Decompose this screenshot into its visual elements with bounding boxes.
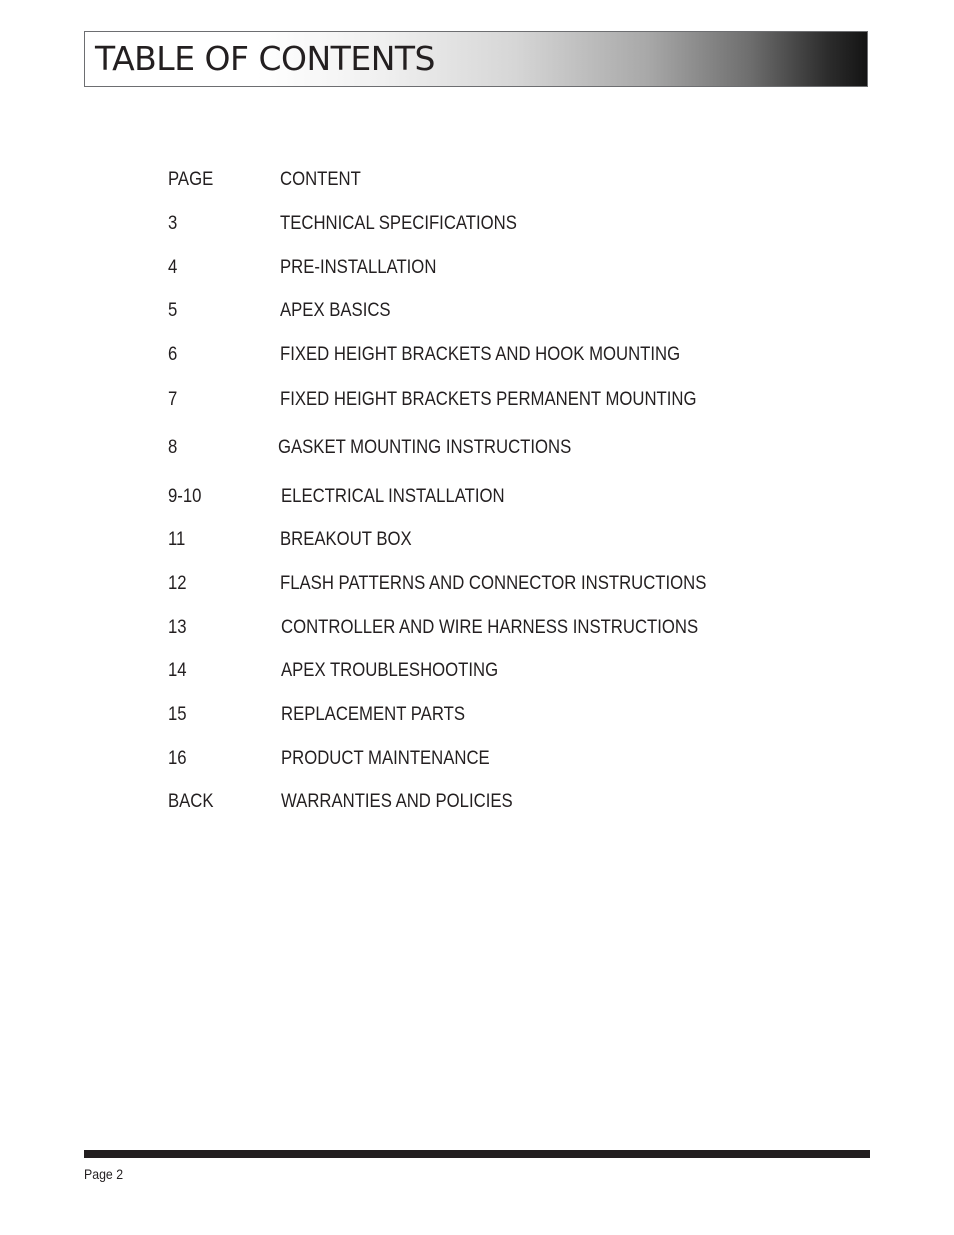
toc-entry	[0, 528, 954, 552]
toc-entry-title: FIXED HEIGHT BRACKETS PERMANENT MOUNTING	[280, 389, 697, 410]
toc-entry	[0, 388, 954, 412]
toc-entry-title: APEX TROUBLESHOOTING	[281, 660, 499, 681]
toc-entry	[0, 299, 954, 323]
toc-entry-page: 11	[168, 529, 186, 550]
toc-entry	[0, 747, 954, 771]
toc-entry-title: FIXED HEIGHT BRACKETS AND HOOK MOUNTING	[280, 344, 681, 365]
toc-entry	[0, 572, 954, 596]
toc-entry-title: CONTROLLER AND WIRE HARNESS INSTRUCTIONS	[281, 617, 699, 638]
toc-column-content: CONTENT	[280, 169, 361, 190]
toc-entry-title: WARRANTIES AND POLICIES	[281, 791, 513, 812]
toc-entry-page: 5	[168, 300, 178, 321]
page-title: TABLE OF CONTENTS	[95, 39, 435, 78]
toc-entry-title: APEX BASICS	[280, 300, 391, 321]
toc-entry-title: REPLACEMENT PARTS	[281, 704, 465, 725]
toc-entry-page: 7	[168, 389, 178, 410]
toc-entry	[0, 616, 954, 640]
toc-entry	[0, 659, 954, 683]
toc-entry-page: 13	[168, 617, 187, 638]
toc-entry-title: ELECTRICAL INSTALLATION	[281, 486, 505, 507]
footer-rule	[84, 1150, 870, 1158]
toc-header-row	[0, 168, 954, 192]
toc-entry	[0, 703, 954, 727]
toc-entry-title: GASKET MOUNTING INSTRUCTIONS	[278, 437, 572, 458]
toc-entry	[0, 343, 954, 367]
toc-entry-title: BREAKOUT BOX	[280, 529, 412, 550]
toc-column-page: PAGE	[168, 169, 214, 190]
toc-entry	[0, 212, 954, 236]
toc-entry-page: 8	[168, 437, 178, 458]
toc-entry-page: 14	[168, 660, 187, 681]
toc-entry-page: 15	[168, 704, 187, 725]
toc-entry	[0, 485, 954, 509]
page-number: Page 2	[84, 1166, 124, 1182]
toc-entry-page: 16	[168, 748, 187, 769]
toc-entry-title: PRODUCT MAINTENANCE	[281, 748, 490, 769]
toc-entry-title: TECHNICAL SPECIFICATIONS	[280, 213, 517, 234]
toc-entry-page: 9-10	[168, 486, 202, 507]
toc-entry-page: 12	[168, 573, 187, 594]
toc-entry-page: 6	[168, 344, 178, 365]
toc-entry-title: FLASH PATTERNS AND CONNECTOR INSTRUCTIONS	[280, 573, 707, 594]
toc-entry-page: 4	[168, 257, 178, 278]
toc-entry-page: BACK	[168, 791, 214, 812]
toc-entry	[0, 256, 954, 280]
toc-entry	[0, 436, 954, 460]
toc-entry	[0, 790, 954, 814]
toc-entry-title: PRE-INSTALLATION	[280, 257, 437, 278]
toc-entry-page: 3	[168, 213, 178, 234]
